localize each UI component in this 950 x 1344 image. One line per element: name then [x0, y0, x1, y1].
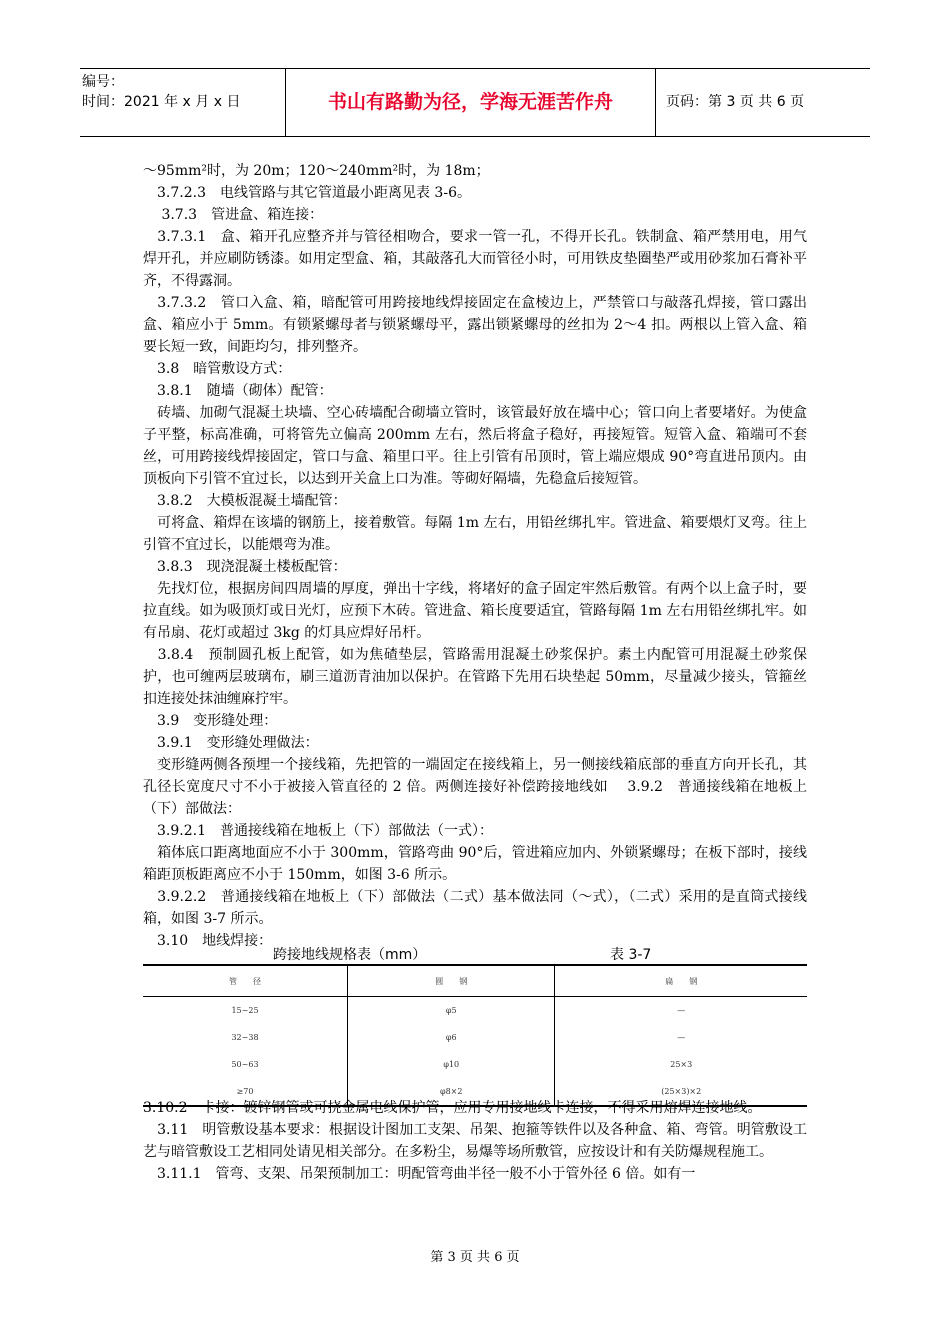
table-cell: φ6 [348, 1024, 555, 1051]
paragraph: 3.7.2.3 电线管路与其它管道最小距离见表 3-6。 [143, 185, 471, 201]
column-header: 圆 钢 [348, 965, 555, 997]
header-motto: 书山有路勤为径，学海无涯苦作舟 [286, 69, 656, 136]
column-header: 管 径 [143, 965, 348, 997]
table-cell: 15~25 [231, 1006, 259, 1015]
paragraph: 3.10.2 卡接：镀锌钢管或可挠金属电线保护管，应用专用接地线卡连接，不得采用熔焊连接地线。 [143, 1100, 762, 1116]
paragraph: 3.9.2.2 普通接线箱在地板上（下）部做法（二式）基本做法同（～式），（二式）采用的是直筒式接线箱，如图 3-7 所示。 [143, 889, 807, 927]
paragraph: ～95mm²时，为 20m；120～240mm²时，为 18m； [143, 163, 490, 179]
paragraph: 3.7.3.1 盒、箱开孔应整齐并与管径相吻合，要求一管一孔，不得开长孔。铁制盒、箱严禁用电，用气焊开孔，并应刷防锈漆。如用定型盒、箱，其敲落孔大而管径小时，可用铁皮垫圈垫严或用砂浆加石膏补平齐，不得露洞。 [143, 229, 807, 289]
table-cell: (25×3)×2 [555, 1078, 807, 1106]
paragraph: 箱体底口距离地面应不小于 300mm，管路弯曲 90°后，管进箱应加内、外锁紧螺母；在板下部时，接线箱距顶板距离应不小于 150mm，如图 3-6 所示。 [143, 845, 807, 883]
table-cell: 25×3 [555, 1051, 807, 1078]
table-title: 跨接地线规格表（mm） [273, 947, 427, 963]
table-cell: — [555, 997, 807, 1025]
table-cell: — [555, 1024, 807, 1051]
paragraph: 砖墙、加砌气混凝土块墙、空心砖墙配合砌墙立管时，该管最好放在墙中心；管口向上者要堵好。为使盒子平整，标高准确，可将管先立偏高 200mm 左右，然后将盒子稳好，再接短管。短管入盒、箱端可不套丝，可用跨接线焊接固定，管口与盒、箱里口平。往上引管有吊顶时，管上端应煨成 90°弯直进吊顶内。由顶板向下引管不宜过长，以达到开关盒上口为准。等砌好隔墙，先稳盒后接短管。 [143, 405, 807, 487]
spec-table [143, 964, 807, 1107]
doc-date-label: 时间：2021 年 x 月 x 日 [82, 94, 241, 110]
paragraph: 3.8.4 预制圆孔板上配管，如为焦碴垫层，管路需用混凝土砂浆保护。素土内配管可用混凝土砂浆保护，也可缠两层玻璃布，刷三道沥青油加以保护。在管路下先用石块垫起 50mm，尽量减少接头，管箍丝扣连接处抹油缠麻拧牢。 [143, 647, 807, 707]
paragraph: 3.8.2 大模板混凝土墙配管： [143, 493, 347, 509]
paragraph: 变形缝两侧各预埋一个接线箱，先把管的一端固定在接线箱上，另一侧接线箱底部的垂直方向开长孔，其孔径长宽度尺寸不小于被接入管直径的 2 倍。两侧连接好补偿跨接地线如 3.9.2 普通接线箱在地板上（下）部做法： [143, 757, 807, 817]
paragraph: 可将盒、箱焊在该墙的钢筋上，接着敷管。每隔 1m 左右，用铅丝绑扎牢。管进盒、箱要煨灯叉弯。往上引管不宜过长，以能煨弯为准。 [143, 515, 807, 553]
table-header-row [143, 965, 807, 997]
paragraph: 3.10 地线焊接： [143, 933, 273, 949]
table-cell: φ10 [348, 1051, 555, 1078]
page-footer: 第 3 页 共 6 页 [430, 1250, 520, 1265]
body-text-continued [143, 1097, 807, 1185]
paragraph: 3.7.3 管进盒、箱连接： [143, 207, 324, 223]
paragraph: 3.9.2.1 普通接线箱在地板上（下）部做法（一式）： [143, 823, 493, 839]
table-cell: φ8×2 [348, 1078, 555, 1106]
table-cell: φ5 [348, 997, 555, 1025]
paragraph: 3.8 暗管敷设方式： [143, 361, 292, 377]
table-caption [143, 944, 807, 964]
paragraph: 3.7.3.2 管口入盒、箱，暗配管可用跨接地线焊接固定在盒棱边上，严禁管口与敲落孔焊接，管口露出盒、箱应小于 5mm。有锁紧螺母者与锁紧螺母平，露出锁紧螺母的丝扣为 2～4 扣。两根以上管入盒、箱要长短一致，间距均匀，排列整齐。 [143, 295, 807, 355]
table-cell: 32~38 [231, 1033, 259, 1042]
paragraph: 3.9.1 变形缝处理做法： [143, 735, 319, 751]
header-meta [80, 69, 286, 136]
page-header [80, 68, 870, 137]
column-header: 扁 钢 [555, 965, 807, 997]
doc-number-label: 编号： [82, 74, 124, 90]
paragraph: 3.8.3 现浇混凝土楼板配管： [143, 559, 347, 575]
paragraph: 3.8.1 随墙（砌体）配管： [143, 383, 333, 399]
header-page-info: 页码：第 3 页 共 6 页 [666, 94, 805, 110]
paragraph: 3.11 明管敷设基本要求：根据设计图加工支架、吊架、抱箍等铁件以及各种盒、箱、弯管。明管敷设工艺与暗管敷设工艺相同处请见相关部分。在多粉尘，易爆等场所敷管，应按设计和有关防爆规程施工。 [143, 1122, 807, 1160]
table-cell: ≥70 [143, 1078, 348, 1106]
table-number: 表 3-7 [610, 947, 652, 963]
table-cell: 50~63 [231, 1060, 259, 1069]
paragraph: 3.11.1 管弯、支架、吊架预制加工：明配管弯曲半径一般不小于管外径 6 倍。如有一 [143, 1166, 696, 1182]
table-row [143, 1024, 807, 1051]
table-row [143, 997, 807, 1025]
body-text [143, 160, 807, 952]
paragraph: 3.9 变形缝处理： [143, 713, 278, 729]
paragraph: 先找灯位，根据房间四周墙的厚度，弹出十字线，将堵好的盒子固定牢然后敷管。有两个以上盒子时，要拉直线。如为吸顶灯或日光灯，应预下木砖。管进盒、箱长度要适宜，管路每隔 1m 左右用铅丝绑扎牢。如有吊扇、花灯或超过 3kg 的灯具应焊好吊杆。 [143, 581, 807, 641]
table-row [143, 1051, 807, 1078]
